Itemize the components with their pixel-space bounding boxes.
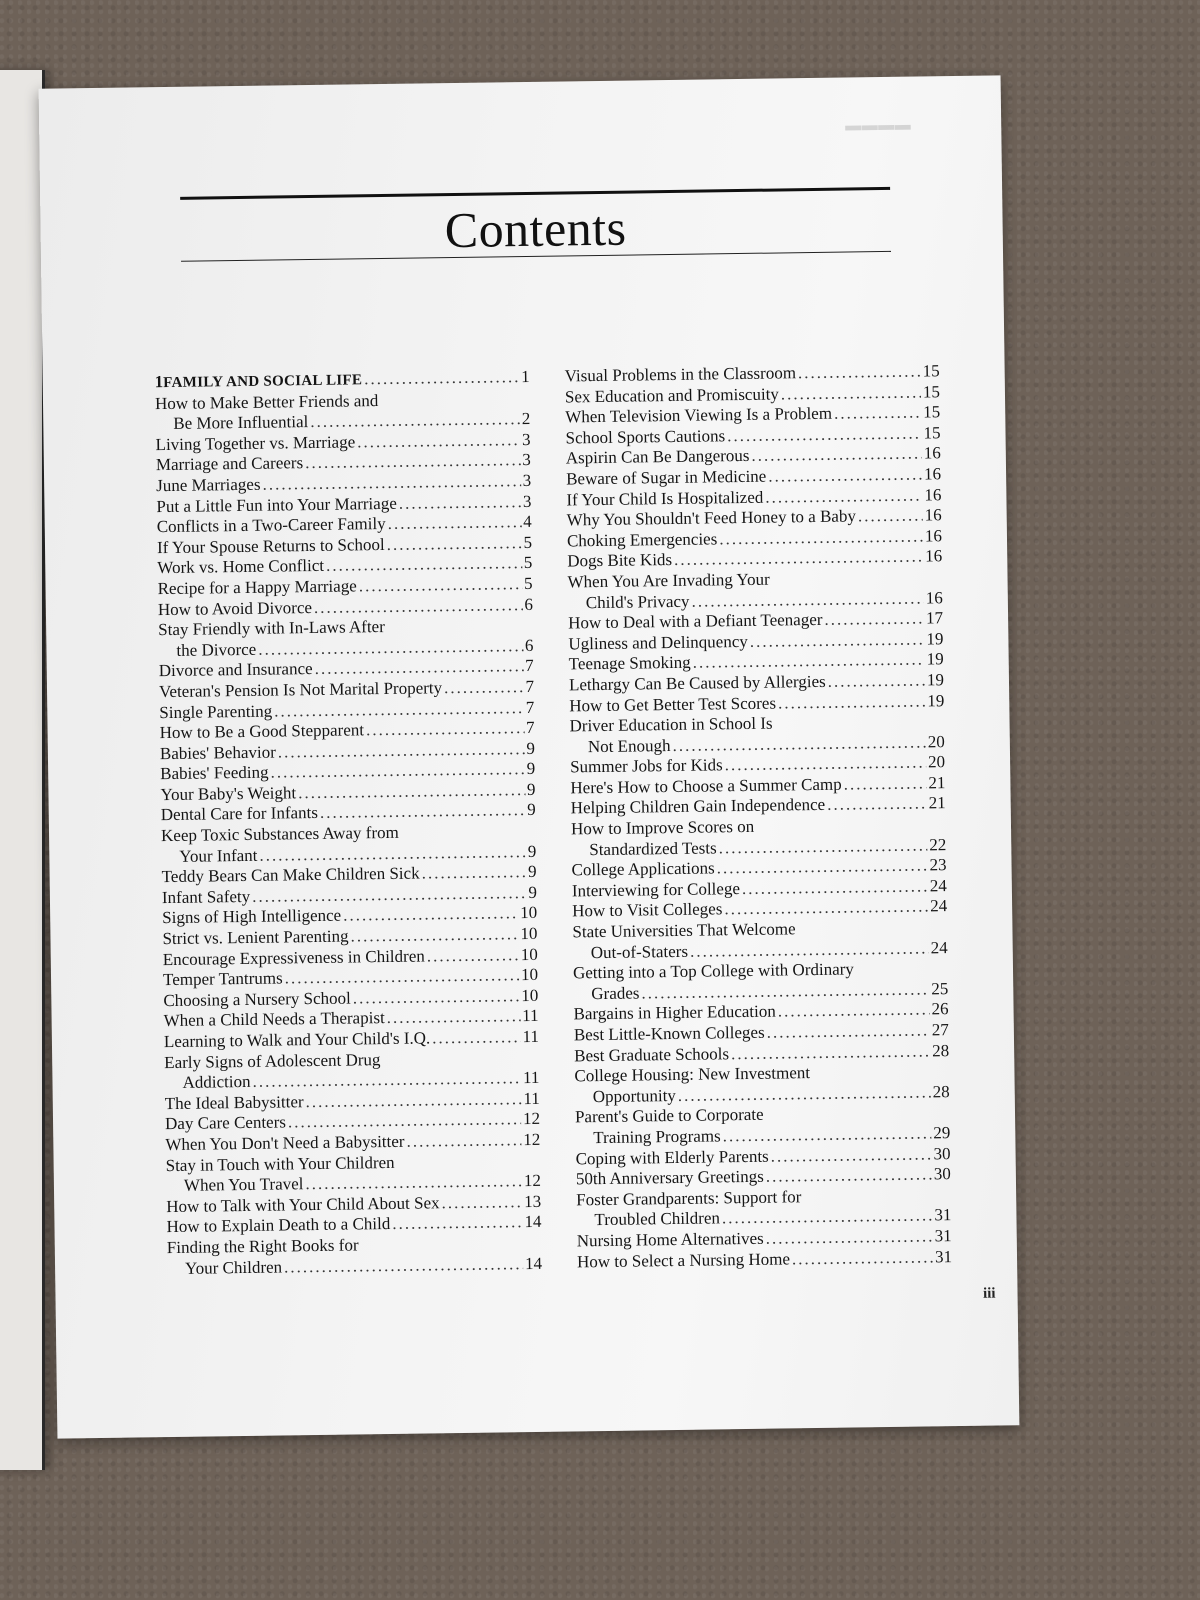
toc-entry-title: Out-of-Staters <box>590 941 689 962</box>
toc-entry-title: Why You Shouldn't Feed Honey to a Baby <box>566 506 857 530</box>
toc-entry-title: Teenage Smoking <box>568 653 691 674</box>
dot-leader <box>723 1123 932 1147</box>
toc-entry <box>161 821 537 867</box>
toc-entry-title: Day Care Centers <box>164 1112 287 1134</box>
toc-entry-title: Foster Grandparents: Support for <box>576 1186 802 1210</box>
toc-entry-page: 6 <box>524 635 534 655</box>
toc-entry-title: Troubled Children <box>594 1208 721 1230</box>
dot-leader <box>717 856 928 880</box>
toc-entry-title: The Ideal Babysitter <box>164 1091 304 1113</box>
toc-entry-page: 5 <box>523 573 533 593</box>
toc-entry-title: Stay Friendly with In-Laws After <box>158 617 385 640</box>
dot-leader <box>798 361 921 383</box>
toc-column-right <box>565 361 953 1272</box>
toc-list-right <box>565 361 953 1272</box>
toc-entry <box>574 1061 950 1107</box>
toc-entry-title: Finding the Right Books for <box>166 1235 359 1258</box>
dot-leader <box>326 553 522 576</box>
toc-entry-title: Your Infant <box>179 845 258 866</box>
toc-entry-page: 16 <box>923 464 942 484</box>
toc-entry-title: Sex Education and Promiscuity <box>564 384 779 407</box>
page-number: iii <box>982 1285 996 1302</box>
toc-entry-page: 24 <box>929 876 947 896</box>
dot-leader <box>427 945 519 967</box>
toc-entry-page: 14 <box>524 1253 543 1273</box>
dot-leader <box>364 367 519 390</box>
dot-leader <box>674 547 923 571</box>
dot-leader <box>731 1041 930 1064</box>
toc-entry <box>576 1185 952 1231</box>
toc-entry <box>167 1233 543 1279</box>
toc-entry-title: Conflicts in a Two-Career Family <box>156 514 386 537</box>
toc-entry-title: Nursing Home Alternatives <box>576 1228 764 1251</box>
toc-entry-page: 9 <box>526 759 536 779</box>
dot-leader <box>719 526 923 549</box>
toc-entry-title: Stay in Touch with Your Children <box>165 1152 395 1175</box>
toc-entry-title: Your Children <box>184 1257 283 1278</box>
toc-entry-page: 9 <box>526 738 536 758</box>
toc-column-left <box>155 367 543 1279</box>
dot-leader <box>778 1000 930 1023</box>
toc-entry-page: 16 <box>923 443 941 463</box>
toc-entry-title: College Applications <box>571 858 715 880</box>
toc-entry-page: 19 <box>927 690 945 710</box>
toc-entry-title: Strict vs. Lenient Parenting <box>162 926 349 949</box>
facing-page-edge <box>0 70 45 1470</box>
toc-entry <box>166 1150 542 1196</box>
toc-entry-title: Choking Emergencies <box>566 529 718 551</box>
toc-entry-title: Aspirin Can Be Dangerous <box>565 446 750 468</box>
toc-entry-page: 7 <box>525 697 535 717</box>
toc-entry-title: If Your Child Is Hospitalized <box>566 487 764 510</box>
toc-entry-title: If Your Spouse Returns to School <box>156 534 385 557</box>
toc-entry <box>164 1047 540 1093</box>
toc-entry-title: Interviewing for College <box>571 878 741 901</box>
toc-entry-title: Here's How to Choose a Summer Camp <box>570 774 842 798</box>
toc-entry-page: 16 <box>925 587 943 607</box>
toc-entry-title: the Divorce <box>176 639 257 660</box>
dot-leader <box>750 629 925 652</box>
toc-entry <box>567 567 943 613</box>
toc-entry-title: Divorce and Insurance <box>158 659 313 681</box>
toc-entry-title: Not Enough <box>587 735 671 756</box>
toc-entry-page: 11 <box>523 1088 540 1108</box>
toc-entry-page: 22 <box>929 834 947 855</box>
dot-leader <box>778 691 926 714</box>
toc-entry-page: 12 <box>523 1129 541 1150</box>
toc-entry-page: 9 <box>527 800 536 820</box>
toc-entry-page: 10 <box>520 923 538 944</box>
toc-entry-title: How to Make Better Friends and <box>154 390 379 413</box>
toc-entry <box>572 917 948 963</box>
toc-entry-page: 12 <box>522 1109 541 1129</box>
book-page <box>39 75 1020 1438</box>
toc-entry-page: 10 <box>520 903 538 923</box>
toc-entry-title: Be More Influential <box>173 412 309 434</box>
toc-entry-page: 15 <box>922 381 941 402</box>
toc-entry-title: Marriage and Careers <box>155 453 304 475</box>
toc-entry-page: 29 <box>933 1123 951 1143</box>
toc-entry-title: Temper Tantrums <box>162 968 283 990</box>
dot-leader <box>392 1212 522 1234</box>
toc-entry-page: 7 <box>525 718 535 738</box>
dot-leader <box>350 924 518 947</box>
dot-leader <box>781 382 921 405</box>
toc-entry-title: Summer Jobs for Kids <box>570 755 723 777</box>
toc-entry-page: 26 <box>931 999 949 1019</box>
section-page: 1 <box>521 366 530 387</box>
toc-entry-page: 28 <box>932 1040 950 1060</box>
toc-entry <box>569 711 945 757</box>
toc-entry-page: 5 <box>523 553 533 573</box>
toc-entry-page: 10 <box>521 985 539 1005</box>
toc-entry-page: 16 <box>924 484 942 505</box>
toc-entry-page: 11 <box>522 1068 540 1088</box>
toc-entry-page: 10 <box>520 965 539 985</box>
toc-entry-page: 11 <box>522 1006 539 1026</box>
dot-leader <box>858 506 923 527</box>
toc-entry-page: 30 <box>933 1164 951 1184</box>
dot-leader <box>314 656 523 680</box>
toc-entry-page: 4 <box>523 512 532 532</box>
toc-entry-page: 16 <box>924 525 943 546</box>
toc-entry-page: 31 <box>934 1205 952 1225</box>
toc-entry <box>571 814 947 860</box>
toc-entry-page: 16 <box>925 546 943 566</box>
dot-leader <box>357 430 520 453</box>
toc-entry-title: Helping Children Gain Independence <box>570 795 826 818</box>
dot-leader <box>387 1007 521 1029</box>
toc-entry-page: 9 <box>527 862 537 882</box>
toc-entry-page: 20 <box>927 731 945 752</box>
toc-entry-line <box>167 1253 542 1279</box>
dot-leader <box>828 670 926 692</box>
toc-entry-title: When You Travel <box>183 1174 304 1196</box>
toc-entry-title: Addiction <box>182 1072 251 1093</box>
toc-entry-page: 19 <box>926 670 945 690</box>
toc-entry-page: 9 <box>528 882 538 902</box>
toc-entry-title: Learning to Walk and Your Child's I.Q. <box>163 1028 431 1052</box>
toc-entry-title: Early Signs of Adolescent Drug <box>164 1049 381 1072</box>
toc-entry-title: Getting into a Top College with Ordinary <box>572 959 854 983</box>
toc-list-left <box>155 389 542 1280</box>
dot-leader <box>366 718 524 741</box>
toc-entry-page: 9 <box>526 779 536 799</box>
toc-entry-title: How to Talk with Your Child About Sex <box>166 1193 440 1216</box>
toc-entry-title: Work vs. Home Conflict <box>157 556 325 578</box>
toc-entry-page: 27 <box>931 1020 949 1040</box>
dot-leader <box>768 464 922 487</box>
toc-entry-title: 50th Anniversary Greetings <box>575 1166 764 1189</box>
toc-entry-page: 24 <box>929 896 948 916</box>
toc-entry-title: Recipe for a Happy Marriage <box>157 576 357 599</box>
toc-entry-page: 7 <box>525 676 535 696</box>
toc-entry-title: How to Deal with a Defiant Teenager <box>568 610 823 633</box>
toc-entry-title: College Housing: New Investment <box>574 1063 811 1086</box>
toc-entry <box>573 958 949 1004</box>
toc-entry-title: Best Graduate Schools <box>574 1043 730 1065</box>
dot-leader <box>766 1226 933 1249</box>
toc-entry-title: Single Parenting <box>159 701 273 722</box>
dot-leader <box>320 801 526 824</box>
toc-entry-title: Best Little-Known Colleges <box>573 1022 765 1045</box>
toc-entry <box>577 1247 952 1273</box>
toc-entry-title: How to Explain Death to a Child <box>166 1214 391 1237</box>
toc-entry-page: 14 <box>524 1212 542 1232</box>
toc-entry-title: Veteran's Pension Is Not Marital Property <box>158 678 443 702</box>
toc-entry-title: How to Be a Good Stepparent <box>159 720 365 743</box>
dot-leader <box>314 595 523 619</box>
dot-leader <box>827 794 927 816</box>
toc-entry-title: How to Avoid Divorce <box>157 597 313 619</box>
toc-entry-title: Infant Safety <box>161 886 251 907</box>
toc-entry-page: 10 <box>520 944 538 964</box>
dot-leader <box>766 1020 930 1043</box>
toc-entry-page: 15 <box>923 402 941 422</box>
bleed-through-text: ▬▬▬▬ <box>845 116 912 135</box>
toc-entry-title: Ugliness and Delinquency <box>568 631 748 654</box>
dot-leader <box>742 876 928 899</box>
toc-entry-page: 5 <box>523 532 533 552</box>
dot-leader <box>751 444 922 467</box>
toc-entry-title: Keep Toxic Substances Away from <box>160 822 399 846</box>
toc-entry-page: 28 <box>932 1081 950 1102</box>
toc-entry-page: 3 <box>522 491 532 511</box>
toc-entry-page: 6 <box>524 594 533 614</box>
dot-leader <box>724 897 928 920</box>
dot-leader <box>765 485 922 508</box>
toc-entry-page: 24 <box>930 937 948 958</box>
toc-entry-title: When a Child Needs a Therapist <box>163 1008 385 1031</box>
toc-entry-title: Your Baby's Weight <box>160 783 297 805</box>
toc-entry-page: 15 <box>922 361 940 381</box>
toc-entry-title: Training Programs <box>593 1126 721 1148</box>
dot-leader <box>388 512 522 534</box>
toc-entry-title: Choosing a Nursery School <box>163 988 351 1010</box>
dot-leader <box>678 1082 931 1106</box>
dot-leader <box>719 835 928 859</box>
toc-entry-page: 23 <box>929 855 947 875</box>
toc-entry-page: 20 <box>927 752 946 772</box>
dot-leader <box>690 938 929 962</box>
dot-leader <box>727 423 922 446</box>
toc-entry-title: State Universities That Welcome <box>572 919 796 942</box>
dot-leader <box>387 533 522 555</box>
toc-entry-title: Babies' Behavior <box>159 742 276 763</box>
dot-leader <box>766 1165 932 1188</box>
toc-entry <box>158 615 534 661</box>
toc-entry-title: Dental Care for Infants <box>160 803 319 825</box>
toc-entry-page: 16 <box>924 505 942 525</box>
dot-leader <box>441 1192 522 1214</box>
dot-leader <box>844 773 927 795</box>
toc-entry-title: Grades <box>591 983 640 1003</box>
dot-leader <box>343 904 518 927</box>
page-title: Contents <box>444 199 627 259</box>
toc-entry <box>155 389 531 435</box>
toc-entry-title: When Television Viewing Is a Problem <box>565 403 833 427</box>
toc-entry-title: Encourage Expressiveness in Children <box>162 946 425 969</box>
toc-entry-title: June Marriages <box>156 474 261 496</box>
dot-leader <box>432 1027 521 1049</box>
toc-entry-title: Coping with Elderly Parents <box>575 1146 769 1168</box>
toc-entry-title: Babies' Feeding <box>160 762 269 784</box>
toc-entry-title: School Sports Cautions <box>565 426 726 448</box>
section-title: FAMILY AND SOCIAL LIFE <box>163 372 363 392</box>
toc-entry-title: How to Improve Scores on <box>570 816 755 839</box>
toc-entry-page: 3 <box>522 470 532 491</box>
toc-entry-page: 25 <box>931 978 949 999</box>
toc-entry-title: When You Are Invading Your <box>567 569 770 592</box>
dot-leader <box>792 1247 933 1270</box>
toc-entry-title: How to Get Better Test Scores <box>569 693 777 715</box>
dot-leader <box>359 574 523 597</box>
toc-entry <box>575 1103 951 1149</box>
toc-entry-title: Visual Problems in the Classroom <box>564 363 797 386</box>
toc-entry-title: How to Visit Colleges <box>572 899 723 921</box>
toc-entry-page: 31 <box>934 1246 953 1266</box>
dot-leader <box>353 986 520 1009</box>
toc-entry-title: Standardized Tests <box>589 838 717 859</box>
toc-entry-title: Parent's Guide to Corporate <box>574 1105 764 1127</box>
toc-entry-page: 30 <box>933 1143 951 1163</box>
toc-entry-page: 13 <box>524 1191 542 1211</box>
toc-entry-title: Beware of Sugar in Medicine <box>565 466 767 489</box>
dot-leader <box>399 492 521 514</box>
toc-entry-title: Put a Little Fun into Your Marriage <box>156 493 397 516</box>
toc-entry-page: 9 <box>527 841 537 861</box>
dot-leader <box>406 1130 521 1152</box>
toc-entry-page: 21 <box>928 773 946 793</box>
dot-leader <box>722 1206 933 1230</box>
toc-entry-page: 3 <box>522 450 531 470</box>
dot-leader <box>771 1144 932 1167</box>
toc-entry-page: 19 <box>926 649 944 669</box>
dot-leader <box>310 409 520 433</box>
toc-entry-title: Living Together vs. Marriage <box>155 432 356 454</box>
dot-leader <box>834 403 922 425</box>
toc-entry-title: Signs of High Intelligence <box>162 906 342 928</box>
dot-leader <box>444 677 524 699</box>
toc-entry-title: When You Don't Need a Babysitter <box>165 1131 405 1155</box>
dot-leader <box>725 753 927 776</box>
toc-entry-title: How to Select a Nursing Home <box>576 1248 791 1271</box>
toc-entry-page: 15 <box>923 423 941 443</box>
dot-leader <box>284 1254 523 1278</box>
toc-entry-title: Driver Education in School Is <box>569 713 773 736</box>
toc-entry-title: Dogs Bite Kids <box>567 550 673 571</box>
toc-entry-page: 19 <box>926 628 944 649</box>
toc-entry-title: Lethargy Can Be Caused by Allergies <box>568 671 826 695</box>
toc-entry-page: 12 <box>523 1171 542 1191</box>
toc-entry-title: Bargains in Higher Education <box>573 1001 776 1024</box>
toc-entry-page: 21 <box>928 793 946 813</box>
toc-entry-title: Child's Privacy <box>585 591 690 612</box>
toc-entry-title: Opportunity <box>592 1085 676 1106</box>
toc-entry-title: Teddy Bears Can Make Children Sick <box>161 863 420 887</box>
toc-entry-page: 31 <box>934 1226 952 1246</box>
toc-entry-page: 11 <box>522 1026 540 1047</box>
toc-entry-page: 3 <box>521 429 531 449</box>
toc-entry-page: 7 <box>525 656 534 676</box>
toc-entry-line <box>577 1247 952 1273</box>
dot-leader <box>421 862 526 884</box>
toc-entry-page: 17 <box>925 608 944 628</box>
dot-leader <box>824 609 924 631</box>
section-number: 1 <box>154 372 164 392</box>
toc-entry-page: 2 <box>521 409 531 429</box>
